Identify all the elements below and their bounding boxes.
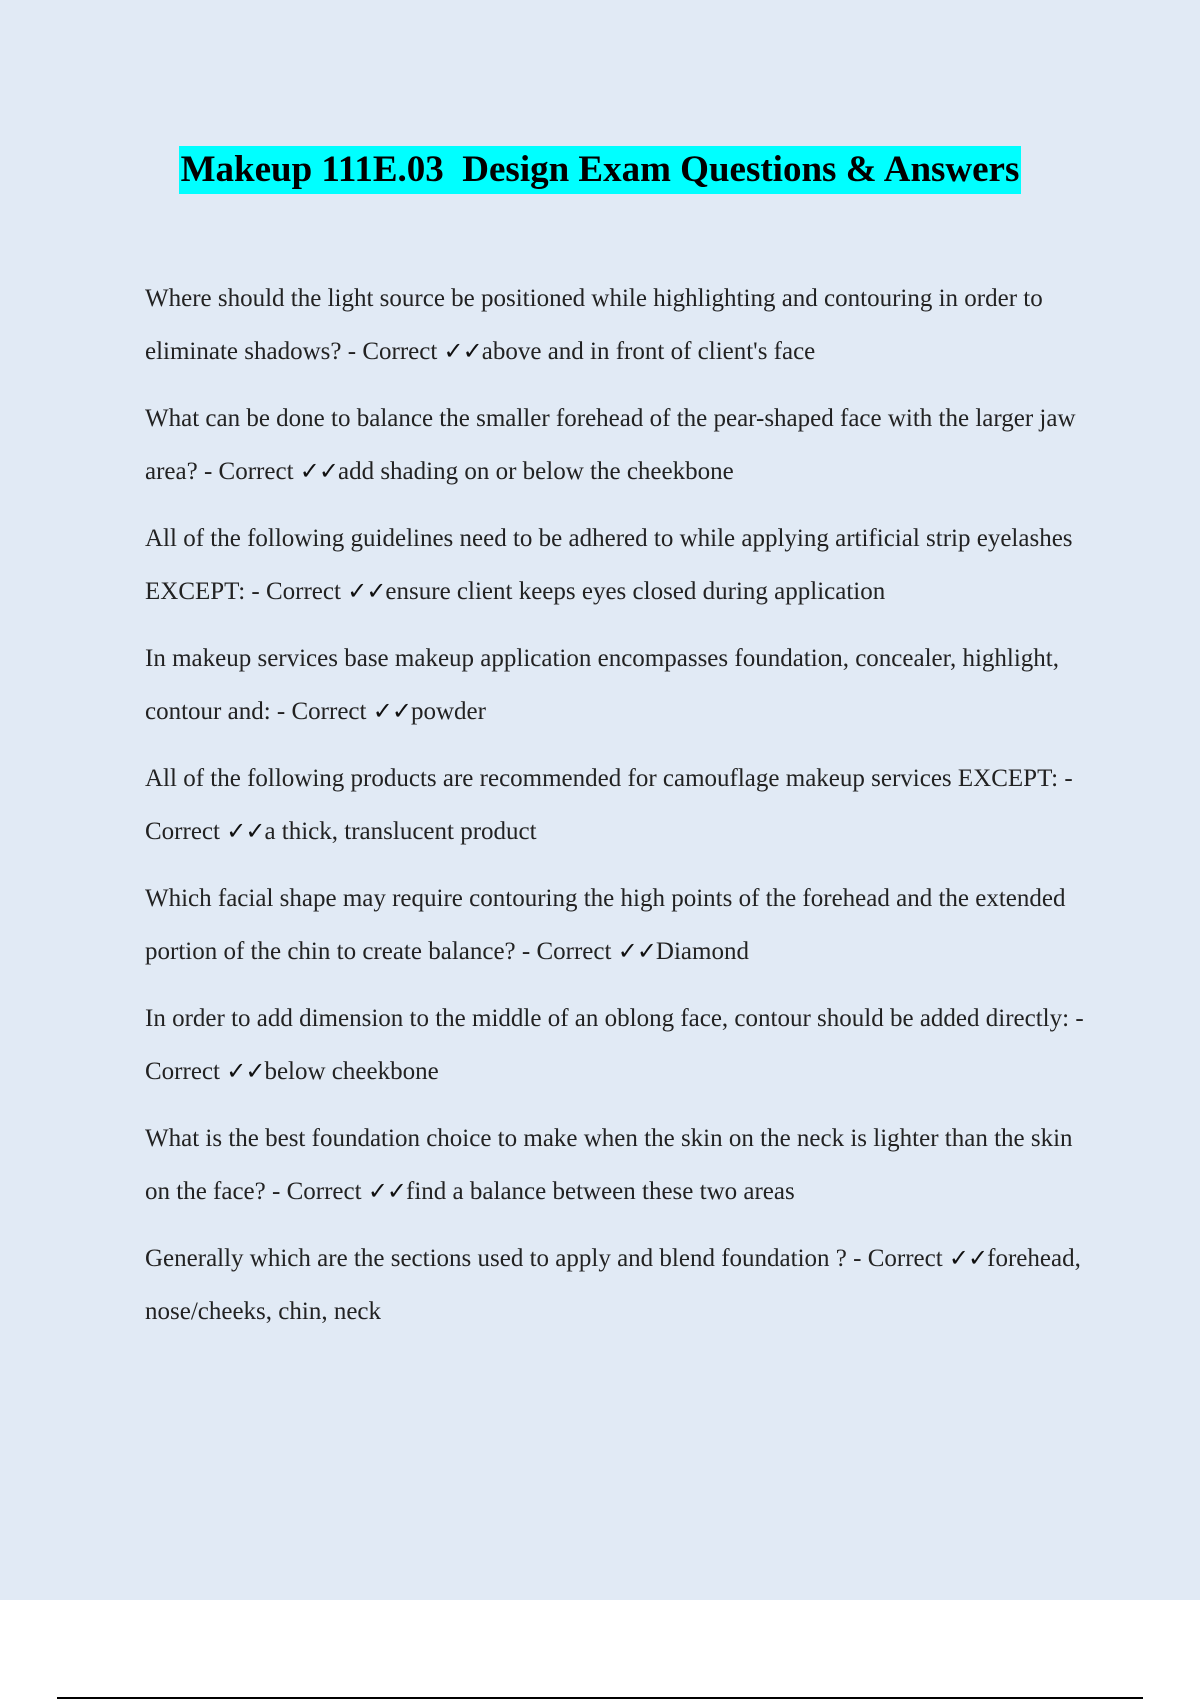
- answer-text: above and in front of client's face: [481, 338, 816, 365]
- double-check-icon: ✓✓: [226, 1057, 265, 1085]
- answer-text: below cheekbone: [264, 1058, 439, 1085]
- qa-item: [145, 752, 1095, 858]
- answer-text: a thick, translucent product: [264, 818, 537, 845]
- qa-item: [145, 272, 1095, 378]
- correct-label: Correct: [265, 578, 341, 605]
- document-title: Makeup 111E.03 Design Exam Questions & Answers: [179, 146, 1022, 194]
- double-check-icon: ✓✓: [347, 577, 386, 605]
- question-text: Which facial shape may require contouring the high points of the forehead and the extended portion of the chin to create balance?: [145, 885, 1066, 965]
- qa-item: [145, 1232, 1095, 1338]
- answer-text: add shading on or below the cheekbone: [337, 458, 734, 485]
- question-text: Where should the light source be positioned while highlighting and contouring in order to eliminate shadows?: [145, 285, 1043, 365]
- double-check-icon: ✓✓: [367, 1177, 407, 1205]
- correct-label: Correct: [536, 938, 612, 965]
- qa-item: [145, 512, 1095, 618]
- title-container: [0, 146, 1200, 194]
- double-check-icon: ✓✓: [372, 697, 411, 725]
- question-text: All of the following products are recommended for camouflage makeup services EXCEPT:: [145, 765, 1059, 792]
- answer-text: ensure client keeps eyes closed during application: [385, 578, 886, 605]
- separator: -: [270, 698, 292, 725]
- correct-label: Correct: [291, 698, 367, 725]
- qa-list: [145, 272, 1095, 1352]
- separator: -: [846, 1245, 868, 1272]
- separator: -: [265, 1178, 287, 1205]
- answer-text: forehead, nose/cheeks, chin, neck: [145, 1245, 1081, 1325]
- qa-item: [145, 872, 1095, 978]
- qa-item: [145, 1112, 1095, 1218]
- double-check-icon: ✓✓: [299, 457, 338, 485]
- qa-item: [145, 992, 1095, 1098]
- correct-label: Correct: [362, 338, 438, 365]
- correct-label: Correct: [145, 1058, 220, 1085]
- double-check-icon: ✓✓: [948, 1244, 988, 1272]
- separator: -: [1058, 765, 1073, 792]
- question-text: What is the best foundation choice to make when the skin on the neck is lighter than the skin on the face?: [145, 1125, 1073, 1205]
- answer-text: powder: [410, 698, 486, 725]
- double-check-icon: ✓✓: [226, 817, 265, 845]
- separator: -: [341, 338, 363, 365]
- question-text: What can be done to balance the smaller forehead of the pear-shaped face with the larger jaw area?: [145, 405, 1076, 485]
- footer-divider: [57, 1697, 1143, 1699]
- separator: -: [245, 578, 266, 605]
- answer-text: find a balance between these two areas: [406, 1178, 795, 1205]
- correct-label: Correct: [145, 818, 220, 845]
- correct-label: Correct: [218, 458, 294, 485]
- correct-label: Correct: [867, 1245, 943, 1272]
- separator: -: [515, 938, 537, 965]
- correct-label: Correct: [286, 1178, 362, 1205]
- double-check-icon: ✓✓: [443, 337, 482, 365]
- qa-item: [145, 392, 1095, 498]
- question-text: In order to add dimension to the middle of an oblong face, contour should be added directly:: [145, 1005, 1070, 1032]
- double-check-icon: ✓✓: [617, 937, 656, 965]
- question-text: In makeup services base makeup application encompasses foundation, concealer, highlight, contour and:: [145, 645, 1059, 725]
- separator: -: [1069, 1005, 1084, 1032]
- qa-item: [145, 632, 1095, 738]
- question-text: All of the following guidelines need to be adhered to while applying artificial strip eyelashes EXCEPT:: [145, 525, 1073, 605]
- separator: -: [197, 458, 219, 485]
- question-text: Generally which are the sections used to apply and blend foundation ?: [145, 1245, 847, 1272]
- answer-text: Diamond: [655, 938, 749, 965]
